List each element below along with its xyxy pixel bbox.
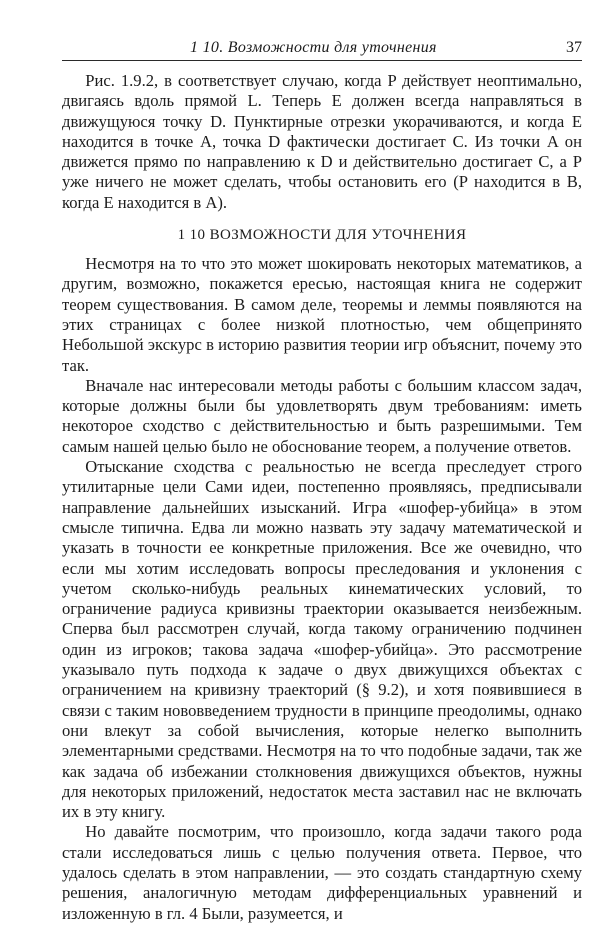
paragraph-continuation: Рис. 1.9.2, в соответствует случаю, когда P действует неоптимально, двигаясь вдоль прямой L. Теперь E должен всегда направляться в движущуюся точку D. Пунктирные отрезки укорачиваются, и когда E находится в точке A, точка D фактически достигает C. Из точки A он движется прямо по направлению к D и действительно достигает C, а P уже ничего не может сделать, чтобы остановить его (P находится в B, когда E находится в A). <box>62 71 582 212</box>
paragraph: Вначале нас интересовали методы работы с большим классом задач, которые должны были бы удовлетворять двум требованиям: иметь некоторое сходство с действительностью и быть разрешимыми. Тем самым нашей целью было не обоснование теорем, а получение ответов. <box>62 375 582 456</box>
body-text <box>62 71 582 924</box>
page-number: 37 <box>566 39 582 56</box>
paragraph: Но давайте посмотрим, что произошло, когда задачи такого рода стали исследоваться лишь с целью получения ответа. Первое, что удалось сделать в этом направлении, — это создать стандартную схему решения, аналогичную методам дифференциальных уравнений и изложенную в гл. 4 Были, разумеется, и <box>62 822 582 923</box>
paragraph: Несмотря на то что это может шокировать некоторых математиков, а другим, возможно, покажется ересью, настоящая книга не содержит теорем существования. В самом деле, теоремы и леммы появляются на этих страницах с более низкой плотностью, чем общепринято Небольшой экскурс в историю развития теории игр объяснит, почему это так. <box>62 254 582 375</box>
paragraph: Отыскание сходства с реальностью не всегда преследует строго утилитарные цели Сами идеи, постепенно проявляясь, предписывали направление дальнейших изысканий. Игра «шофер-убийца» в этом смысле типична. Едва ли можно назвать эту задачу математической и указать в точности ее конкретные приложения. Все же очевидно, что если мы хотим исследовать вопросы преследования и уклонения с учетом сколько-нибудь реальных кинематических условий, то ограничение радиуса кривизны траектории оказывается неизбежным. Сперва был рассмотрен случай, когда такому ограничению подчинен один из игроков; такова задача «шофер-убийца». Это рассмотрение указывало путь подхода к задаче о двух движущихся объектах с ограничением на кривизну траекторий (§ 9.2), и хотя появившиеся в связи с таким нововведением трудности в принципе преодолимы, однако они влекут за собой вычисления, которые нелегко выполнить элементарными средствами. Несмотря на то что подобные задачи, так же как задача об избежании столкновения движущихся объектов, нужны для некоторых приложений, недостаток места заставил нас не включать их в эту книгу. <box>62 457 582 822</box>
section-heading: 1 10 ВОЗМОЖНОСТИ ДЛЯ УТОЧНЕНИЯ <box>177 227 467 244</box>
book-page <box>62 38 582 924</box>
page-header <box>62 38 582 61</box>
running-title: 1 10. Возможности для уточнения <box>190 39 437 56</box>
